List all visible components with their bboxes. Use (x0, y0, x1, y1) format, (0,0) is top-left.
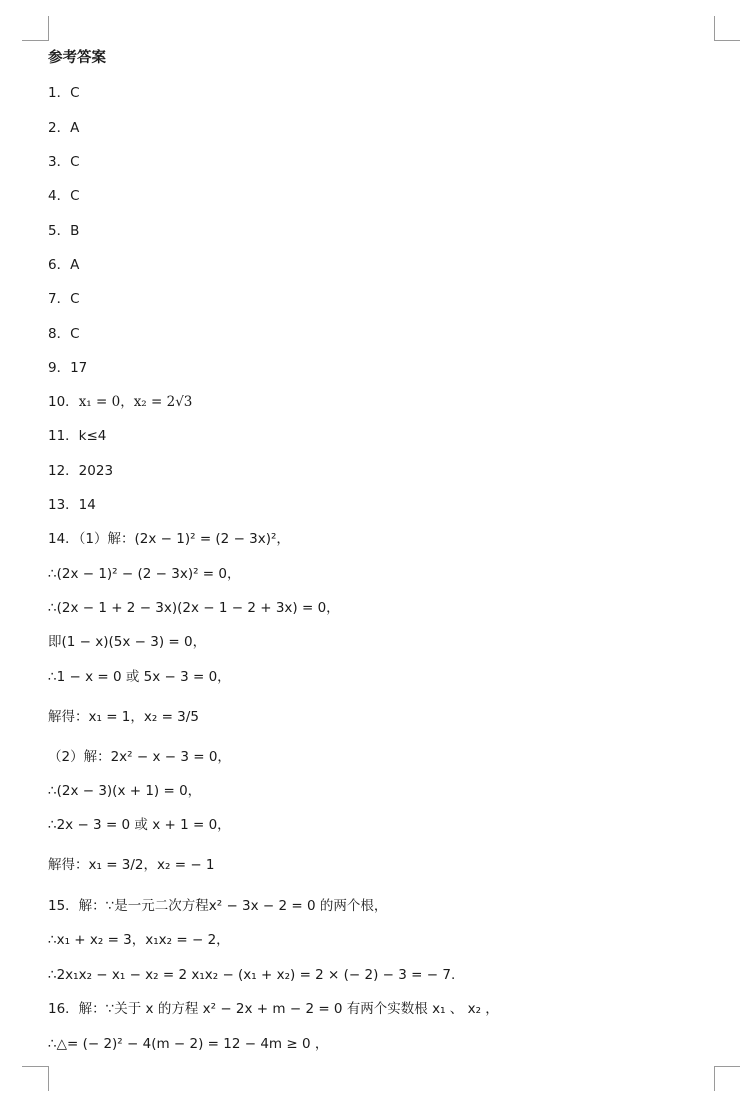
q14-line-6: 解得：x₁ = 1，x₂ = 3/5 (48, 709, 199, 725)
answer-1: 1．C (48, 85, 80, 101)
answer-10-number: 10． (48, 394, 79, 410)
answer-5: 5．B (48, 223, 80, 239)
q15-line-1: 15．解：∵是一元二次方程x² − 3x − 2 = 0 的两个根， (48, 898, 388, 914)
q16-line-2: ∴△= (− 2)² − 4(m − 2) = 12 − 4m ≥ 0 ， (48, 1036, 329, 1052)
q15-line-2: ∴x₁ + x₂ = 3，x₁x₂ = − 2， (48, 932, 230, 948)
corner-mark-top-left (22, 16, 49, 41)
q16-line-1: 16．解：∵关于 x 的方程 x² − 2x + m − 2 = 0 有两个实数根 x₁ 、 x₂ ， (48, 1001, 499, 1017)
q14-line-10: 解得：x₁ = 3/2，x₂ = − 1 (48, 857, 215, 873)
q14-line-4: 即(1 − x)(5x − 3) = 0， (48, 634, 207, 650)
answer-10-math: x₁ = 0，x₂ = 2√3 (78, 394, 193, 410)
answer-12: 12．2023 (48, 463, 114, 479)
answer-8: 8．C (48, 326, 80, 342)
answer-3: 3．C (48, 154, 80, 170)
answer-7: 7．C (48, 291, 80, 307)
answer-11: 11．k≤4 (48, 428, 107, 444)
q14-line-9: ∴2x − 3 = 0 或 x + 1 = 0， (48, 817, 231, 833)
corner-mark-bottom-left (22, 1066, 49, 1091)
answer-13: 13．14 (48, 497, 96, 513)
q14-line-7: （2）解：2x² − x − 3 = 0， (48, 749, 231, 765)
page-heading: 参考答案 (48, 50, 106, 66)
corner-mark-bottom-right (714, 1066, 740, 1091)
answer-4: 4．C (48, 188, 80, 204)
answer-2: 2．A (48, 120, 80, 136)
q15-line-3: ∴2x₁x₂ − x₁ − x₂ = 2 x₁x₂ − (x₁ + x₂) = 2 × (− 2) − 3 = − 7. (48, 967, 456, 983)
answer-10 (48, 393, 192, 411)
q14-line-1: 14．（1）解：(2x − 1)² = (2 − 3x)²， (48, 531, 290, 547)
q14-line-5: ∴1 − x = 0 或 5x − 3 = 0， (48, 669, 231, 685)
answer-9: 9．17 (48, 360, 88, 376)
q14-line-3: ∴(2x − 1 + 2 − 3x)(2x − 1 − 2 + 3x) = 0， (48, 600, 340, 616)
corner-mark-top-right (714, 16, 740, 41)
q14-line-8: ∴(2x − 3)(x + 1) = 0， (48, 783, 202, 799)
q14-line-2: ∴(2x − 1)² − (2 − 3x)² = 0， (48, 566, 241, 582)
answer-6: 6．A (48, 257, 80, 273)
